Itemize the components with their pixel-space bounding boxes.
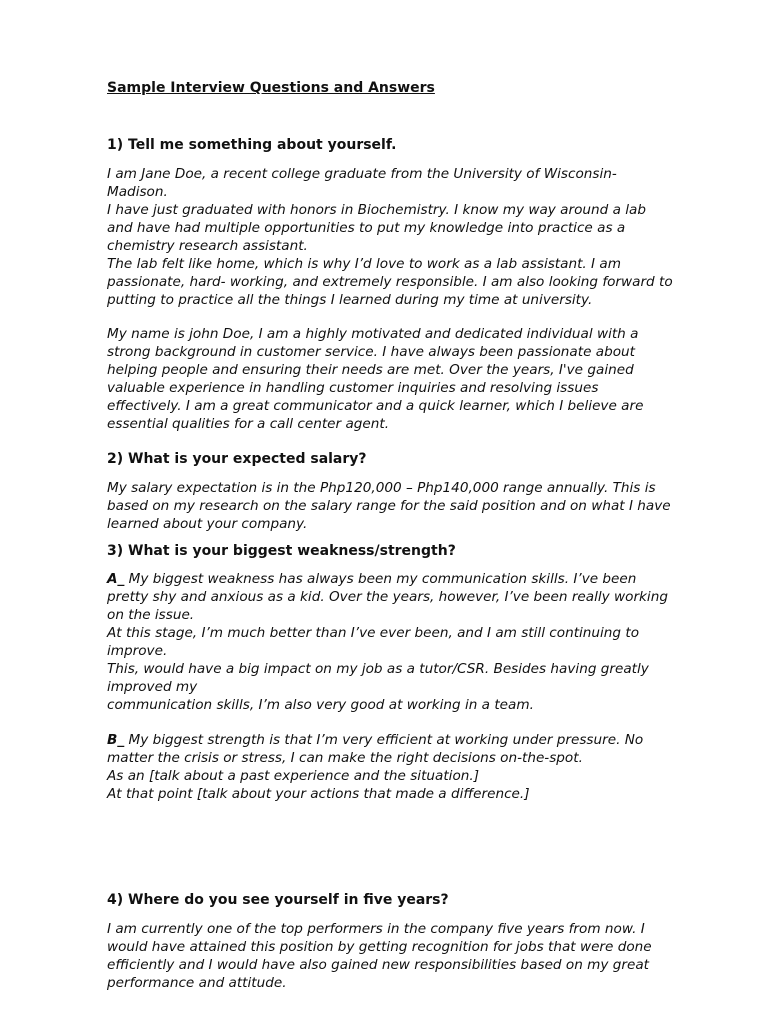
question-2-heading: 2) What is your expected salary? <box>107 451 367 467</box>
answer-line: would have attained this position by getting recognition for jobs that were done <box>107 939 652 955</box>
answer-line: chemistry research assistant. <box>107 238 308 254</box>
answer-line: The lab felt like home, which is why I’d love to work as a lab assistant. I am <box>107 256 621 272</box>
answer-line: learned about your company. <box>107 516 308 532</box>
document-title: Sample Interview Questions and Answers <box>107 80 435 96</box>
answer-line: efficiently and I would have also gained new responsibilities based on my great <box>107 957 649 973</box>
question-1-answer-b <box>107 325 697 433</box>
answer-line: passionate, hard- working, and extremely responsible. I am also looking forward to <box>107 274 673 290</box>
answer-line: effectively. I am a great communicator and a quick learner, which I believe are <box>107 398 644 414</box>
answer-line: I have just graduated with honors in Biochemistry. I know my way around a lab <box>107 202 646 218</box>
answer-line: My name is john Doe, I am a highly motivated and dedicated individual with a <box>107 326 639 342</box>
answer-line: I am currently one of the top performers in the company five years from now. I <box>107 921 645 937</box>
answer-line <box>107 731 697 749</box>
answer-line <box>107 570 697 588</box>
answer-line: At that point [talk about your actions that made a difference.] <box>107 786 530 802</box>
answer-line: strong background in customer service. I have always been passionate about <box>107 344 635 360</box>
answer-line: valuable experience in handling customer inquiries and resolving issues <box>107 380 599 396</box>
answer-line: based on my research on the salary range for the said position and on what I have <box>107 498 671 514</box>
answer-line: At this stage, I’m much better than I’ve ever been, and I am still continuing to <box>107 625 640 641</box>
question-1-heading: 1) Tell me something about yourself. <box>107 137 397 153</box>
answer-line: pretty shy and anxious as a kid. Over the years, however, I’ve been really working <box>107 589 668 605</box>
answer-line: communication skills, I’m also very good at working in a team. <box>107 697 534 713</box>
question-4-heading: 4) Where do you see yourself in five years? <box>107 892 449 908</box>
question-1-answer-a <box>107 165 697 309</box>
answer-line: This, would have a big impact on my job as a tutor/CSR. Besides having greatly <box>107 661 649 677</box>
answer-line: I am Jane Doe, a recent college graduate from the University of Wisconsin- <box>107 166 617 182</box>
question-4-answer <box>107 920 697 992</box>
question-3-answer-a <box>107 570 697 714</box>
answer-line: Madison. <box>107 184 168 200</box>
answer-line: My salary expectation is in the Php120,000 – Php140,000 range annually. This is <box>107 480 656 496</box>
answer-text: My biggest weakness has always been my communication skills. I’ve been <box>124 571 637 587</box>
answer-line: on the issue. <box>107 607 195 623</box>
question-3-heading: 3) What is your biggest weakness/strength? <box>107 543 456 559</box>
question-2-answer <box>107 479 697 533</box>
answer-line: and have had multiple opportunities to put my knowledge into practice as a <box>107 220 626 236</box>
answer-text: My biggest strength is that I’m very efficient at working under pressure. No <box>124 732 644 748</box>
answer-line: performance and attitude. <box>107 975 287 991</box>
answer-line: improve. <box>107 643 168 659</box>
answer-line: putting to practice all the things I learned during my time at university. <box>107 292 593 308</box>
answer-line: matter the crisis or stress, I can make the right decisions on-the-spot. <box>107 750 583 766</box>
answer-a-label: A_ <box>107 571 125 587</box>
answer-b-label: B_ <box>107 732 125 748</box>
answer-line: essential qualities for a call center agent. <box>107 416 390 432</box>
answer-line: helping people and ensuring their needs are met. Over the years, I've gained <box>107 362 634 378</box>
answer-line: improved my <box>107 679 198 695</box>
question-3-answer-b <box>107 731 697 803</box>
answer-line: As an [talk about a past experience and the situation.] <box>107 768 480 784</box>
